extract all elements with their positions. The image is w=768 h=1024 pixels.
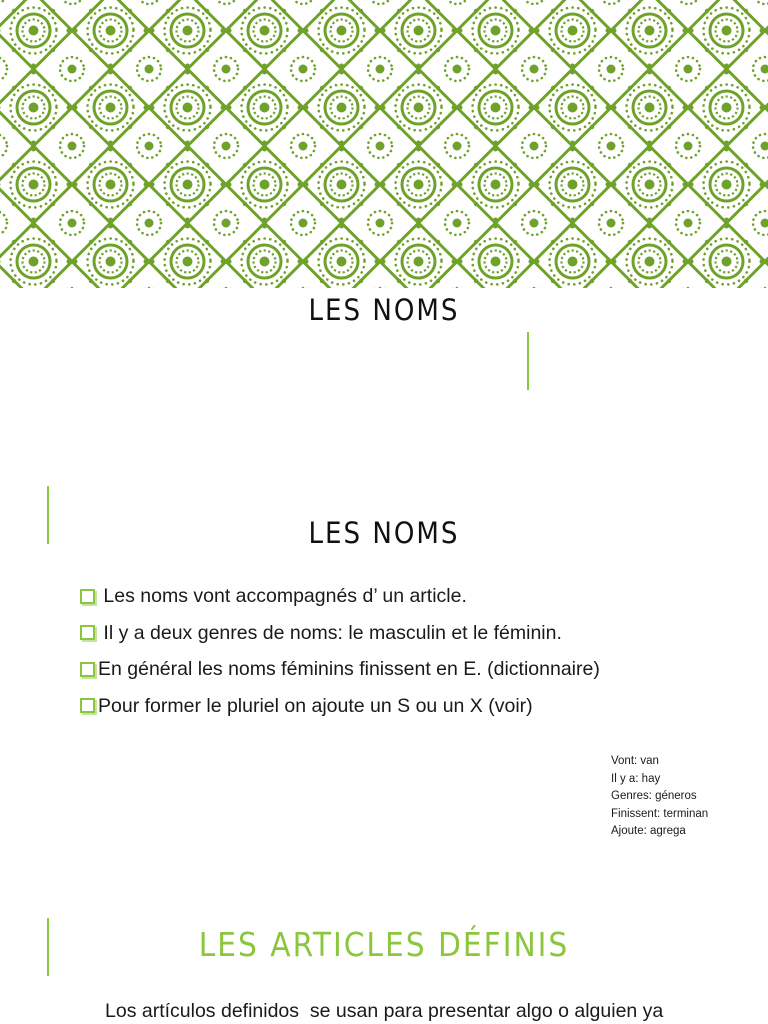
bullet-text: En général les noms féminins finissent en E. (dictionnaire) — [98, 658, 600, 681]
bullet-text: Pour former le pluriel on ajoute un S ou un X (voir) — [98, 694, 533, 717]
square-bullet-icon — [80, 662, 95, 677]
list-item — [80, 651, 600, 688]
glossary-item: Genres: géneros — [611, 790, 697, 802]
glossary-item: Ajoute: agrega — [611, 825, 686, 837]
list-item — [80, 688, 600, 725]
glossary-item: Il y a: hay — [611, 772, 661, 785]
slide1-title: LES NOMS — [308, 293, 460, 327]
slide3-body-text: Los artículos definidos se usan para presentar algo o alguien ya — [105, 1000, 664, 1022]
list-item — [80, 615, 600, 652]
accent-divider — [527, 332, 529, 390]
bullet-list — [80, 578, 600, 724]
list-item — [80, 578, 600, 615]
square-bullet-icon — [80, 589, 95, 604]
bullet-text: Les noms vont accompagnés d’ un article. — [98, 585, 467, 608]
glossary-item: Vont: van — [611, 755, 659, 767]
bullet-text: Il y a deux genres de noms: le masculin et le féminin. — [98, 621, 562, 644]
decorative-pattern-banner — [0, 0, 768, 288]
square-bullet-icon — [80, 625, 95, 640]
slide2-title: LES NOMS — [308, 516, 460, 550]
glossary-note — [611, 753, 708, 841]
glossary-item: Finissent: terminan — [611, 807, 709, 820]
slide3-title: LES ARTICLES DÉFINIS — [198, 925, 570, 964]
square-bullet-icon — [80, 698, 95, 713]
